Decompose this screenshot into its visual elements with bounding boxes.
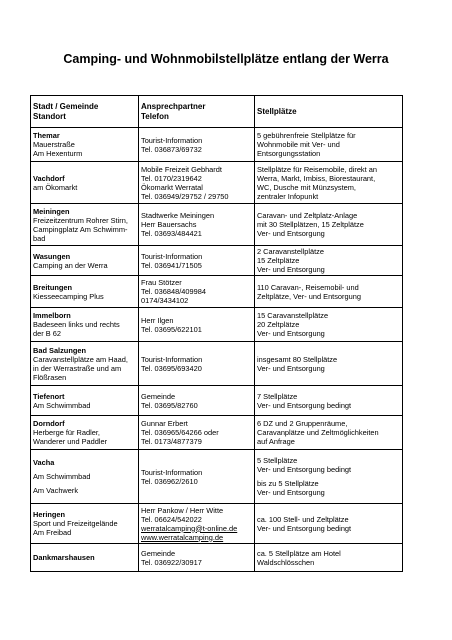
location-cell: [31, 342, 139, 386]
places-line: Ver- und Entsorgung: [257, 265, 325, 274]
places-cell: [255, 504, 403, 544]
contact-line: Herr Ilgen: [141, 315, 174, 325]
location-cell: [31, 246, 139, 276]
places-line: ca. 5 Stellplätze am Hotel: [257, 548, 341, 558]
places-cell: [255, 162, 403, 204]
contact-line: Tel. 0170/2319642: [141, 173, 202, 183]
header-ansprechpartner-line1: Ansprechpartner: [141, 101, 206, 111]
contact-cell: [139, 416, 255, 450]
table-row: [31, 308, 403, 342]
contact-line: Tel. 036962/2610: [141, 476, 198, 486]
places-line: Caravanplätze und Zeltmöglichkeiten: [257, 428, 379, 437]
places-cell: [255, 128, 403, 162]
page-title: Camping- und Wohnmobilstellplätze entlang der Werra: [63, 52, 389, 66]
contact-cell: [139, 450, 255, 504]
places-line: 7 Stellplätze: [257, 391, 298, 401]
location-cell: [31, 386, 139, 416]
places-cell: [255, 450, 403, 504]
location-line: Am Freibad: [33, 528, 72, 537]
contact-line: Tel. 036941/71505: [141, 260, 202, 270]
location-cell: [31, 308, 139, 342]
places-line: 15 Zeltplätze: [257, 256, 300, 265]
table-row: [31, 246, 403, 276]
header-stadt: [31, 96, 139, 128]
location-cell: [31, 504, 139, 544]
places-cell: [255, 308, 403, 342]
location-line: Am Schwimmbad: [33, 400, 91, 410]
places-cell: [255, 204, 403, 246]
contact-line: Herr Bauersachs: [141, 220, 197, 229]
places-line: ca. 100 Stell- und Zeltplätze: [257, 514, 349, 524]
places-line: insgesamt 80 Stellplätze: [257, 354, 338, 364]
places-line: bis zu 5 Stellplätze: [257, 479, 319, 488]
location-line: Am Hexenturm: [33, 149, 83, 158]
location-line: Campingplatz Am Schwimm-: [33, 224, 128, 234]
location-line: Sport und Freizeitgelände: [33, 519, 118, 528]
location-cell: [31, 416, 139, 450]
contact-line: Tel. 03695/622101: [141, 324, 202, 334]
table-row: [31, 128, 403, 162]
contact-line: Tel. 03695/693420: [141, 363, 202, 373]
places-cell: [255, 386, 403, 416]
location-line: Camping an der Werra: [33, 260, 108, 270]
table-row: [31, 386, 403, 416]
location-cell: [31, 162, 139, 204]
contact-cell: [139, 308, 255, 342]
location-name: Breitungen: [33, 282, 73, 292]
camping-table: [30, 95, 403, 572]
location-line: Kiesseecamping Plus: [33, 291, 104, 301]
contact-cell: [139, 204, 255, 246]
location-line: Flößrasen: [33, 372, 67, 382]
contact-line: Tel. 036848/409984: [141, 287, 206, 296]
contact-cell: [139, 386, 255, 416]
contact-cell: [139, 504, 255, 544]
table-header-row: [31, 96, 403, 128]
contact-line: Tel. 036965/64266 oder: [141, 428, 219, 437]
header-stadt-line1: Stadt / Gemeinde: [33, 101, 99, 111]
places-cell: [255, 416, 403, 450]
places-line: mit 30 Stellplätzen, 15 Zeltplätze: [257, 220, 364, 229]
contact-line: Tourist-Information: [141, 467, 203, 477]
contact-line: Gemeinde: [141, 391, 176, 401]
location-cell: [31, 276, 139, 308]
places-line: Entsorgungsstation: [257, 149, 321, 158]
header-stadt-line2: Standort: [33, 111, 66, 121]
contact-line: Herr Pankow / Herr Witte: [141, 505, 224, 515]
location-line: Freizeitzentrum Rohrer Stirn,: [33, 215, 128, 225]
website-link[interactable]: www.werratalcamping.de: [141, 532, 224, 542]
places-line: Caravan- und Zeltplatz-Anlage: [257, 211, 358, 220]
contact-line: Mobile Freizeit Gebhardt: [141, 164, 222, 174]
header-stellplaetze: [255, 96, 403, 128]
location-cell: [31, 204, 139, 246]
contact-line: Tel. 06624/542022: [141, 514, 202, 524]
contact-line: Tel. 0173/4877379: [141, 437, 202, 446]
places-cell: [255, 276, 403, 308]
contact-line: Tel. 036949/29752 / 29750: [141, 191, 229, 201]
location-cell: [31, 544, 139, 572]
places-line: Ver- und Entsorgung: [257, 329, 325, 338]
table-row: [31, 276, 403, 308]
location-cell: [31, 128, 139, 162]
location-line: bad: [33, 233, 46, 243]
contact-line: 0174/3434102: [141, 296, 189, 305]
location-name: Vachdorf: [33, 173, 65, 183]
location-name: Bad Salzungen: [33, 345, 86, 355]
places-line: 5 gebührenfreie Stellplätze für: [257, 131, 356, 140]
contact-line: Frau Stötzer: [141, 278, 182, 287]
contact-line: Gemeinde: [141, 548, 176, 558]
location-line: Am Vachwerk: [33, 486, 79, 495]
places-line: Werra, Markt, Imbiss, Biorestaurant,: [257, 173, 376, 183]
contact-line: Tel. 036873/69732: [141, 144, 202, 154]
places-cell: [255, 544, 403, 572]
places-line: Zeltplätze, Ver- und Entsorgung: [257, 291, 361, 301]
places-line: 2 Caravanstellplätze: [257, 247, 324, 256]
contact-line: Tourist-Information: [141, 135, 203, 145]
places-line: Ver- und Entsorgung bedingt: [257, 400, 352, 410]
places-line: Wohnmobile mit Ver- und: [257, 140, 340, 149]
contact-cell: [139, 342, 255, 386]
places-line: Ver- und Entsorgung: [257, 363, 325, 373]
places-line: auf Anfrage: [257, 437, 295, 446]
location-name: Wasungen: [33, 251, 71, 261]
location-name: Tiefenort: [33, 391, 65, 401]
location-line: in der Werrastraße und am: [33, 363, 122, 373]
contact-cell: [139, 128, 255, 162]
table-row: [31, 204, 403, 246]
location-line: Am Schwimmbad: [33, 472, 91, 481]
places-line: 5 Stellplätze: [257, 456, 298, 465]
location-line: Badeseen links und rechts: [33, 320, 120, 329]
location-name: Vacha: [33, 458, 55, 467]
location-cell: [31, 450, 139, 504]
contact-line: Ökomarkt Werratal: [141, 182, 203, 192]
header-ansprechpartner-line2: Telefon: [141, 111, 169, 121]
places-line: 15 Caravanstellplätze: [257, 311, 329, 320]
table-row: [31, 450, 403, 504]
places-line: WC, Dusche mit Münzsystem,: [257, 182, 356, 192]
places-line: Ver- und Entsorgung bedingt: [257, 465, 352, 474]
places-line: 110 Caravan-, Reisemobil- und: [257, 282, 359, 292]
location-line: Wanderer und Paddler: [33, 437, 108, 446]
location-line: der B 62: [33, 329, 61, 338]
contact-line: Tel. 03695/82760: [141, 400, 198, 410]
places-line: 20 Zeltplätze: [257, 320, 300, 329]
contact-line: Tel. 03693/484421: [141, 229, 202, 238]
places-line: Ver- und Entsorgung bedingt: [257, 523, 352, 533]
header-ansprechpartner: [139, 96, 255, 128]
location-line: Herberge für Radler,: [33, 428, 100, 437]
contact-cell: [139, 544, 255, 572]
contact-line: Tel. 036922/30917: [141, 557, 202, 567]
contact-cell: [139, 276, 255, 308]
table-row: [31, 504, 403, 544]
places-line: 6 DZ und 2 Gruppenräume,: [257, 419, 348, 428]
places-line: Ver- und Entsorgung: [257, 229, 325, 238]
location-name: Immelborn: [33, 311, 71, 320]
places-line: Ver- und Entsorgung: [257, 488, 325, 497]
places-cell: [255, 246, 403, 276]
location-name: Heringen: [33, 510, 66, 519]
places-line: zentraler Infopunkt: [257, 191, 319, 201]
table-row: [31, 416, 403, 450]
places-line: Stellplätze für Reisemobile, direkt an: [257, 164, 377, 174]
contact-cell: [139, 246, 255, 276]
contact-cell: [139, 162, 255, 204]
location-name: Themar: [33, 131, 60, 140]
contact-line: Tourist-Information: [141, 354, 203, 364]
email-link[interactable]: werratalcamping@t-online.de: [141, 523, 238, 533]
location-line: Mauerstraße: [33, 140, 75, 149]
table-row: [31, 342, 403, 386]
location-name: Dankmarshausen: [33, 553, 95, 562]
header-stellplaetze-line1: Stellplätze: [257, 106, 297, 116]
table-row: [31, 162, 403, 204]
table-row: [31, 544, 403, 572]
contact-line: Tourist-Information: [141, 251, 203, 261]
places-cell: [255, 342, 403, 386]
places-line: Waldschlösschen: [257, 557, 315, 567]
contact-line: Gunnar Erbert: [141, 419, 188, 428]
location-name: Meiningen: [33, 206, 70, 216]
location-line: Caravanstellplätze am Haad,: [33, 354, 128, 364]
location-line: am Ökomarkt: [33, 182, 78, 192]
contact-line: Stadtwerke Meiningen: [141, 211, 215, 220]
location-name: Dorndorf: [33, 419, 65, 428]
